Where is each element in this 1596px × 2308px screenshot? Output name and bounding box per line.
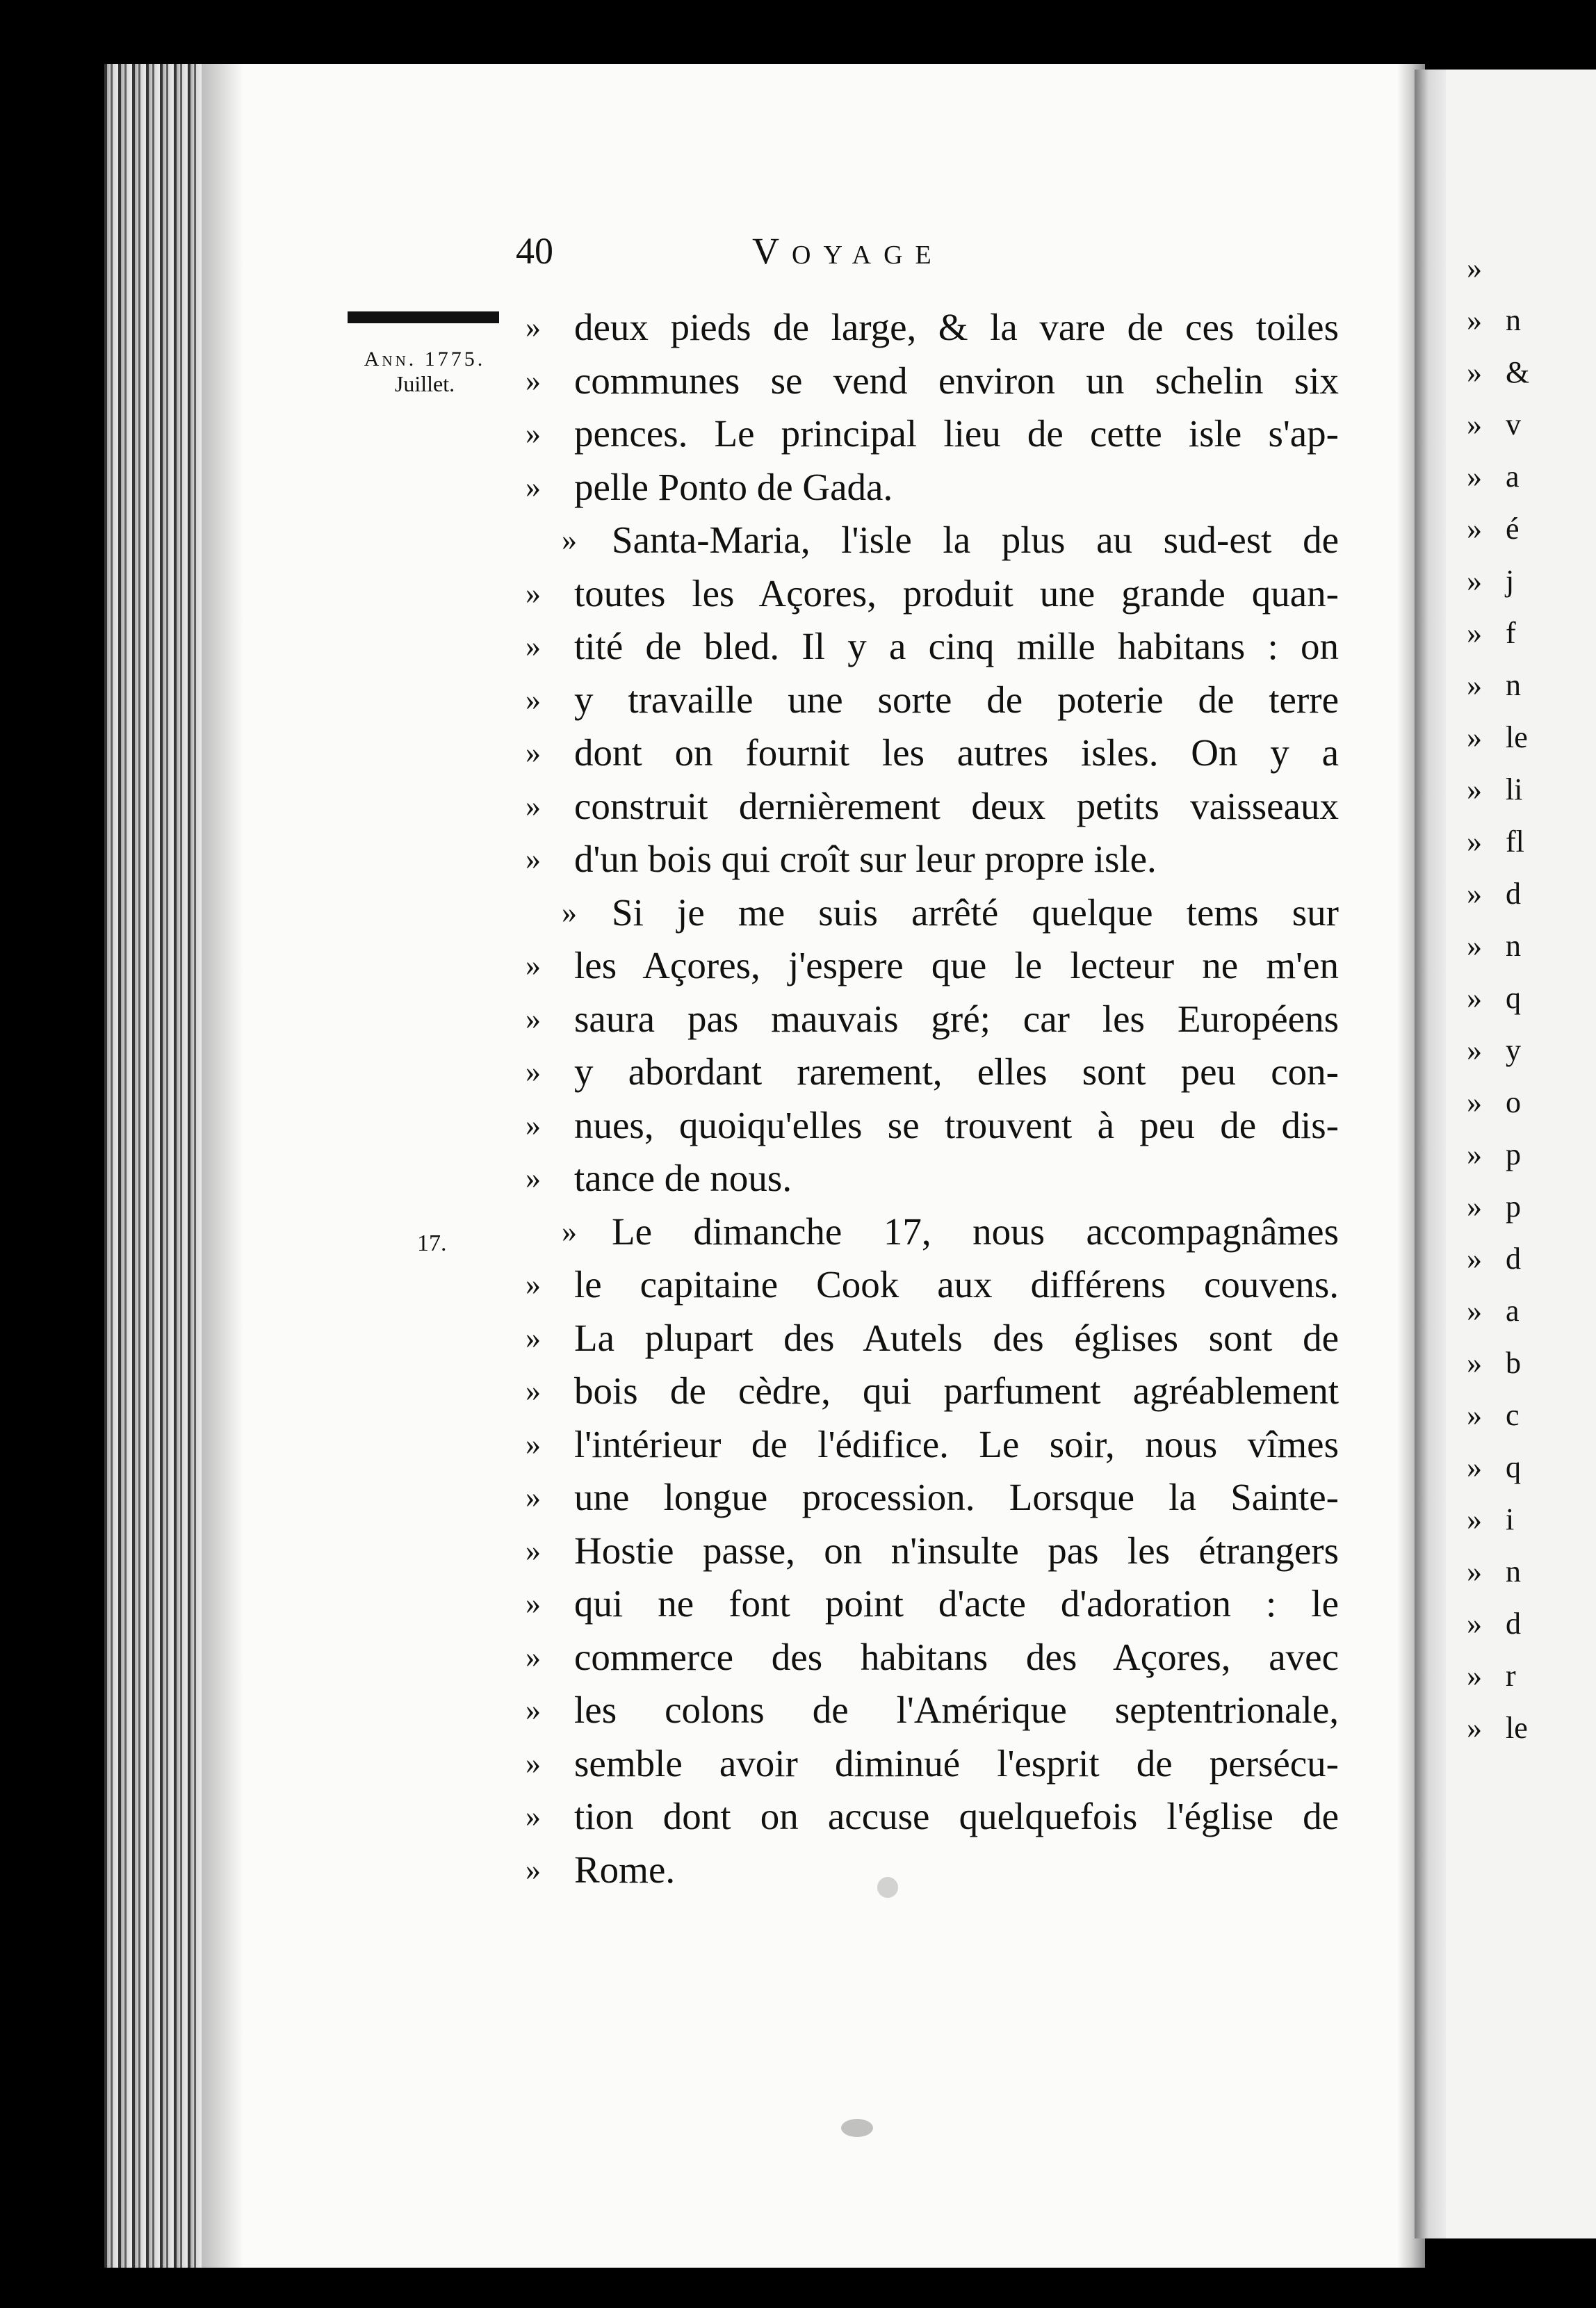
line-fragment: i [1506,1502,1515,1536]
line-fragment: c [1506,1398,1520,1432]
quote-mark: » [1467,407,1482,441]
next-page-line [1467,1293,1596,1335]
margin-day: 17. [417,1230,447,1256]
line-text: une longue procession. Lorsque la Sainte- [574,1476,1339,1518]
text-line [516,619,1371,674]
line-fragment: a [1506,1294,1520,1328]
quote-mark: » [1467,564,1482,598]
line-fragment: v [1506,407,1521,441]
text-line [516,1524,1371,1578]
text-line [516,1843,1371,1897]
text-line [516,1364,1371,1418]
text-line [516,938,1371,993]
line-text: bois de cèdre, qui parfument agréablement [574,1370,1339,1412]
next-page-line [1467,1137,1596,1178]
quote-mark: » [1467,1242,1482,1276]
quote-mark: » [1467,929,1482,963]
quote-mark: » [526,1374,541,1408]
text-line [516,886,1371,940]
line-text: Le dimanche 17, nous accompagnâmes [612,1210,1339,1253]
quote-mark: » [526,1267,541,1301]
quote-mark: » [1467,616,1482,650]
next-page-line [1467,1189,1596,1230]
quote-mark: » [526,1107,541,1142]
text-line [516,1470,1371,1525]
line-text: construit dernièrement deux petits vaisseaux [574,784,1339,827]
line-fragment: é [1506,512,1520,546]
margin-year: Ann. 1775. [364,348,486,371]
quote-mark: » [526,363,541,398]
next-page-line [1467,250,1596,292]
next-page-line [1467,459,1596,501]
line-fragment: & [1506,355,1530,389]
line-fragment: n [1506,929,1521,963]
line-fragment: fl [1506,824,1524,859]
text-line [516,1258,1371,1312]
line-text: Si je me suis arrêté quelque tems sur [612,891,1339,934]
quote-mark: » [526,416,541,450]
next-page-line [1467,1502,1596,1543]
next-page-line [1467,1241,1596,1283]
quote-mark: » [1467,355,1482,389]
line-text: d'un bois qui croît sur leur propre isle. [574,838,1157,880]
text-line [516,513,1371,567]
text-line [516,354,1371,408]
line-text: les colons de l'Amérique septentrionale, [574,1689,1339,1731]
next-page-line [1467,355,1596,396]
next-page-line [1467,302,1596,344]
line-text: Rome. [574,1848,676,1891]
quote-mark: » [526,1799,541,1833]
quote-mark: » [526,310,541,344]
line-fragment: q [1506,981,1521,1015]
next-page-line [1467,876,1596,918]
line-fragment: d [1506,1607,1521,1641]
text-line [516,673,1371,727]
text-line [516,1205,1371,1259]
quote-mark: » [1467,1189,1482,1224]
line-text: y abordant rarement, elles sont peu con- [574,1050,1339,1093]
quote-mark: » [526,1055,541,1089]
line-text: nues, quoiqu'elles se trouvent à peu de dis- [574,1103,1339,1146]
quote-mark: » [1467,303,1482,337]
margin-note [345,348,505,397]
line-fragment: d [1506,877,1521,911]
line-fragment: y [1506,1033,1521,1067]
next-page-line [1467,1397,1596,1439]
quote-mark: » [1467,1085,1482,1119]
next-page-line [1467,1084,1596,1126]
text-line [516,407,1371,461]
quote-mark: » [526,842,541,876]
spine-shadow [202,64,243,2268]
next-page-line [1467,824,1596,866]
next-page-line [1467,615,1596,657]
line-text: deux pieds de large, & la vare de ces toiles [574,306,1339,348]
line-text: pelle Ponto de Gada. [574,465,893,508]
quote-mark: » [526,1533,541,1568]
line-fragment: o [1506,1085,1521,1119]
quote-mark: » [562,895,577,929]
quote-mark: » [1467,251,1482,285]
quote-mark: » [526,736,541,770]
next-page-edge [1415,70,1449,2238]
line-text: pences. Le principal lieu de cette isle s'ap- [574,412,1339,455]
line-fragment: b [1506,1346,1521,1380]
text-line [516,1577,1371,1631]
next-page-line [1467,1345,1596,1387]
line-fragment: le [1506,720,1528,754]
quote-mark: » [526,469,541,504]
next-page-fragment [1446,70,1596,2238]
line-fragment: n [1506,303,1521,337]
quote-mark: » [526,1427,541,1461]
line-text: commerce des habitans des Açores, avec [574,1635,1339,1678]
text-line [516,779,1371,834]
next-page-line [1467,667,1596,709]
quote-mark: » [526,1161,541,1195]
text-line [516,1151,1371,1205]
quote-mark: » [562,1214,577,1249]
book-spine [104,64,202,2268]
quote-mark: » [1467,981,1482,1015]
quote-mark: » [526,682,541,717]
line-text: l'intérieur de l'édifice. Le soir, nous vîmes [574,1422,1339,1465]
next-page-line [1467,1710,1596,1752]
quote-mark: » [1467,772,1482,806]
smudge-mark [841,2119,873,2137]
quote-mark: » [1467,1294,1482,1328]
line-fragment: le [1506,1711,1528,1745]
quote-mark: » [526,948,541,982]
line-text: tance de nous. [574,1157,792,1199]
line-fragment: n [1506,668,1521,702]
line-fragment: p [1506,1189,1521,1224]
line-text: Santa-Maria, l'isle la plus au sud-est de [612,519,1339,561]
line-fragment: f [1506,616,1516,650]
next-page-line [1467,720,1596,761]
next-page-line [1467,1032,1596,1074]
text-line [516,1789,1371,1844]
quote-mark: » [526,1586,541,1620]
quote-mark: » [1467,1502,1482,1536]
text-line [516,726,1371,780]
quote-mark: » [1467,1398,1482,1432]
quote-mark: » [526,1480,541,1514]
quote-mark: » [526,629,541,663]
running-title: Voyage [752,230,944,272]
line-text: Hostie passe, on n'insulte pas les étrangers [574,1529,1339,1572]
text-line [516,1098,1371,1153]
smudge-mark [877,1877,898,1898]
quote-mark: » [1467,1346,1482,1380]
line-fragment: n [1506,1554,1521,1588]
line-text: dont on fournit les autres isles. On y a [574,731,1339,774]
quote-mark: » [562,523,577,557]
line-fragment: j [1506,564,1515,598]
text-line [516,1630,1371,1684]
next-page-line [1467,563,1596,605]
quote-mark: » [1467,1711,1482,1745]
line-text: semble avoir diminué l'esprit de persécu- [574,1741,1339,1785]
quote-mark: » [1467,1033,1482,1067]
line-text: tion dont on accuse quelquefois l'église de [574,1795,1339,1837]
quote-mark: » [526,1001,541,1036]
line-text: toutes les Açores, produit une grande quan- [574,571,1339,615]
line-text: La plupart des Autels des églises sont de [574,1316,1339,1359]
line-text: saura pas mauvais gré; car les Européens [574,997,1339,1040]
next-page-line [1467,1449,1596,1491]
next-page-line [1467,1606,1596,1648]
margin-rule [348,311,499,323]
quote-mark: » [1467,1607,1482,1641]
line-fragment: q [1506,1450,1521,1484]
quote-mark: » [526,1320,541,1355]
line-text: tité de bled. Il y a cinq mille habitans : on [574,625,1339,667]
text-line [516,1311,1371,1365]
line-fragment: d [1506,1242,1521,1276]
next-page-line [1467,407,1596,448]
page-header [516,229,1392,279]
text-line [516,1683,1371,1737]
quote-mark: » [526,576,541,610]
quote-mark: » [1467,1554,1482,1588]
quote-mark: » [1467,1659,1482,1693]
quote-mark: » [1467,460,1482,494]
line-text: le capitaine Cook aux différens couvens. [574,1263,1339,1306]
quote-mark: » [1467,512,1482,546]
quote-mark: » [1467,1137,1482,1171]
line-fragment: a [1506,460,1520,494]
quote-mark: » [526,1639,541,1674]
quote-mark: » [526,1852,541,1887]
quote-mark: » [526,1693,541,1727]
text-line [516,832,1371,886]
quote-mark: » [526,788,541,823]
quote-mark: » [1467,1450,1482,1484]
quote-mark: » [526,1746,541,1780]
quote-mark: » [1467,720,1482,754]
line-fragment: li [1506,772,1523,806]
line-text: y travaille une sorte de poterie de terre [574,678,1339,721]
next-page-line [1467,1554,1596,1595]
text-line [516,1737,1371,1791]
next-page-line [1467,772,1596,813]
line-text: qui ne font point d'acte d'adoration : le [574,1582,1339,1625]
next-page-line [1467,980,1596,1022]
quote-mark: » [1467,668,1482,702]
next-page-line [1467,1658,1596,1700]
text-line [516,567,1371,621]
next-page-line [1467,928,1596,970]
text-line [516,300,1371,355]
text-line [516,1045,1371,1099]
text-line [516,1417,1371,1472]
text-line [516,992,1371,1046]
margin-month: Juillet. [394,371,455,396]
line-fragment: p [1506,1137,1521,1171]
page-number: 40 [516,230,553,272]
quote-mark: » [1467,877,1482,911]
line-fragment: r [1506,1659,1516,1693]
line-text: communes se vend environ un schelin six [574,359,1339,402]
next-page-line [1467,511,1596,553]
line-text: les Açores, j'espere que le lecteur ne m'en [574,944,1339,986]
text-line [516,460,1371,514]
quote-mark: » [1467,824,1482,859]
